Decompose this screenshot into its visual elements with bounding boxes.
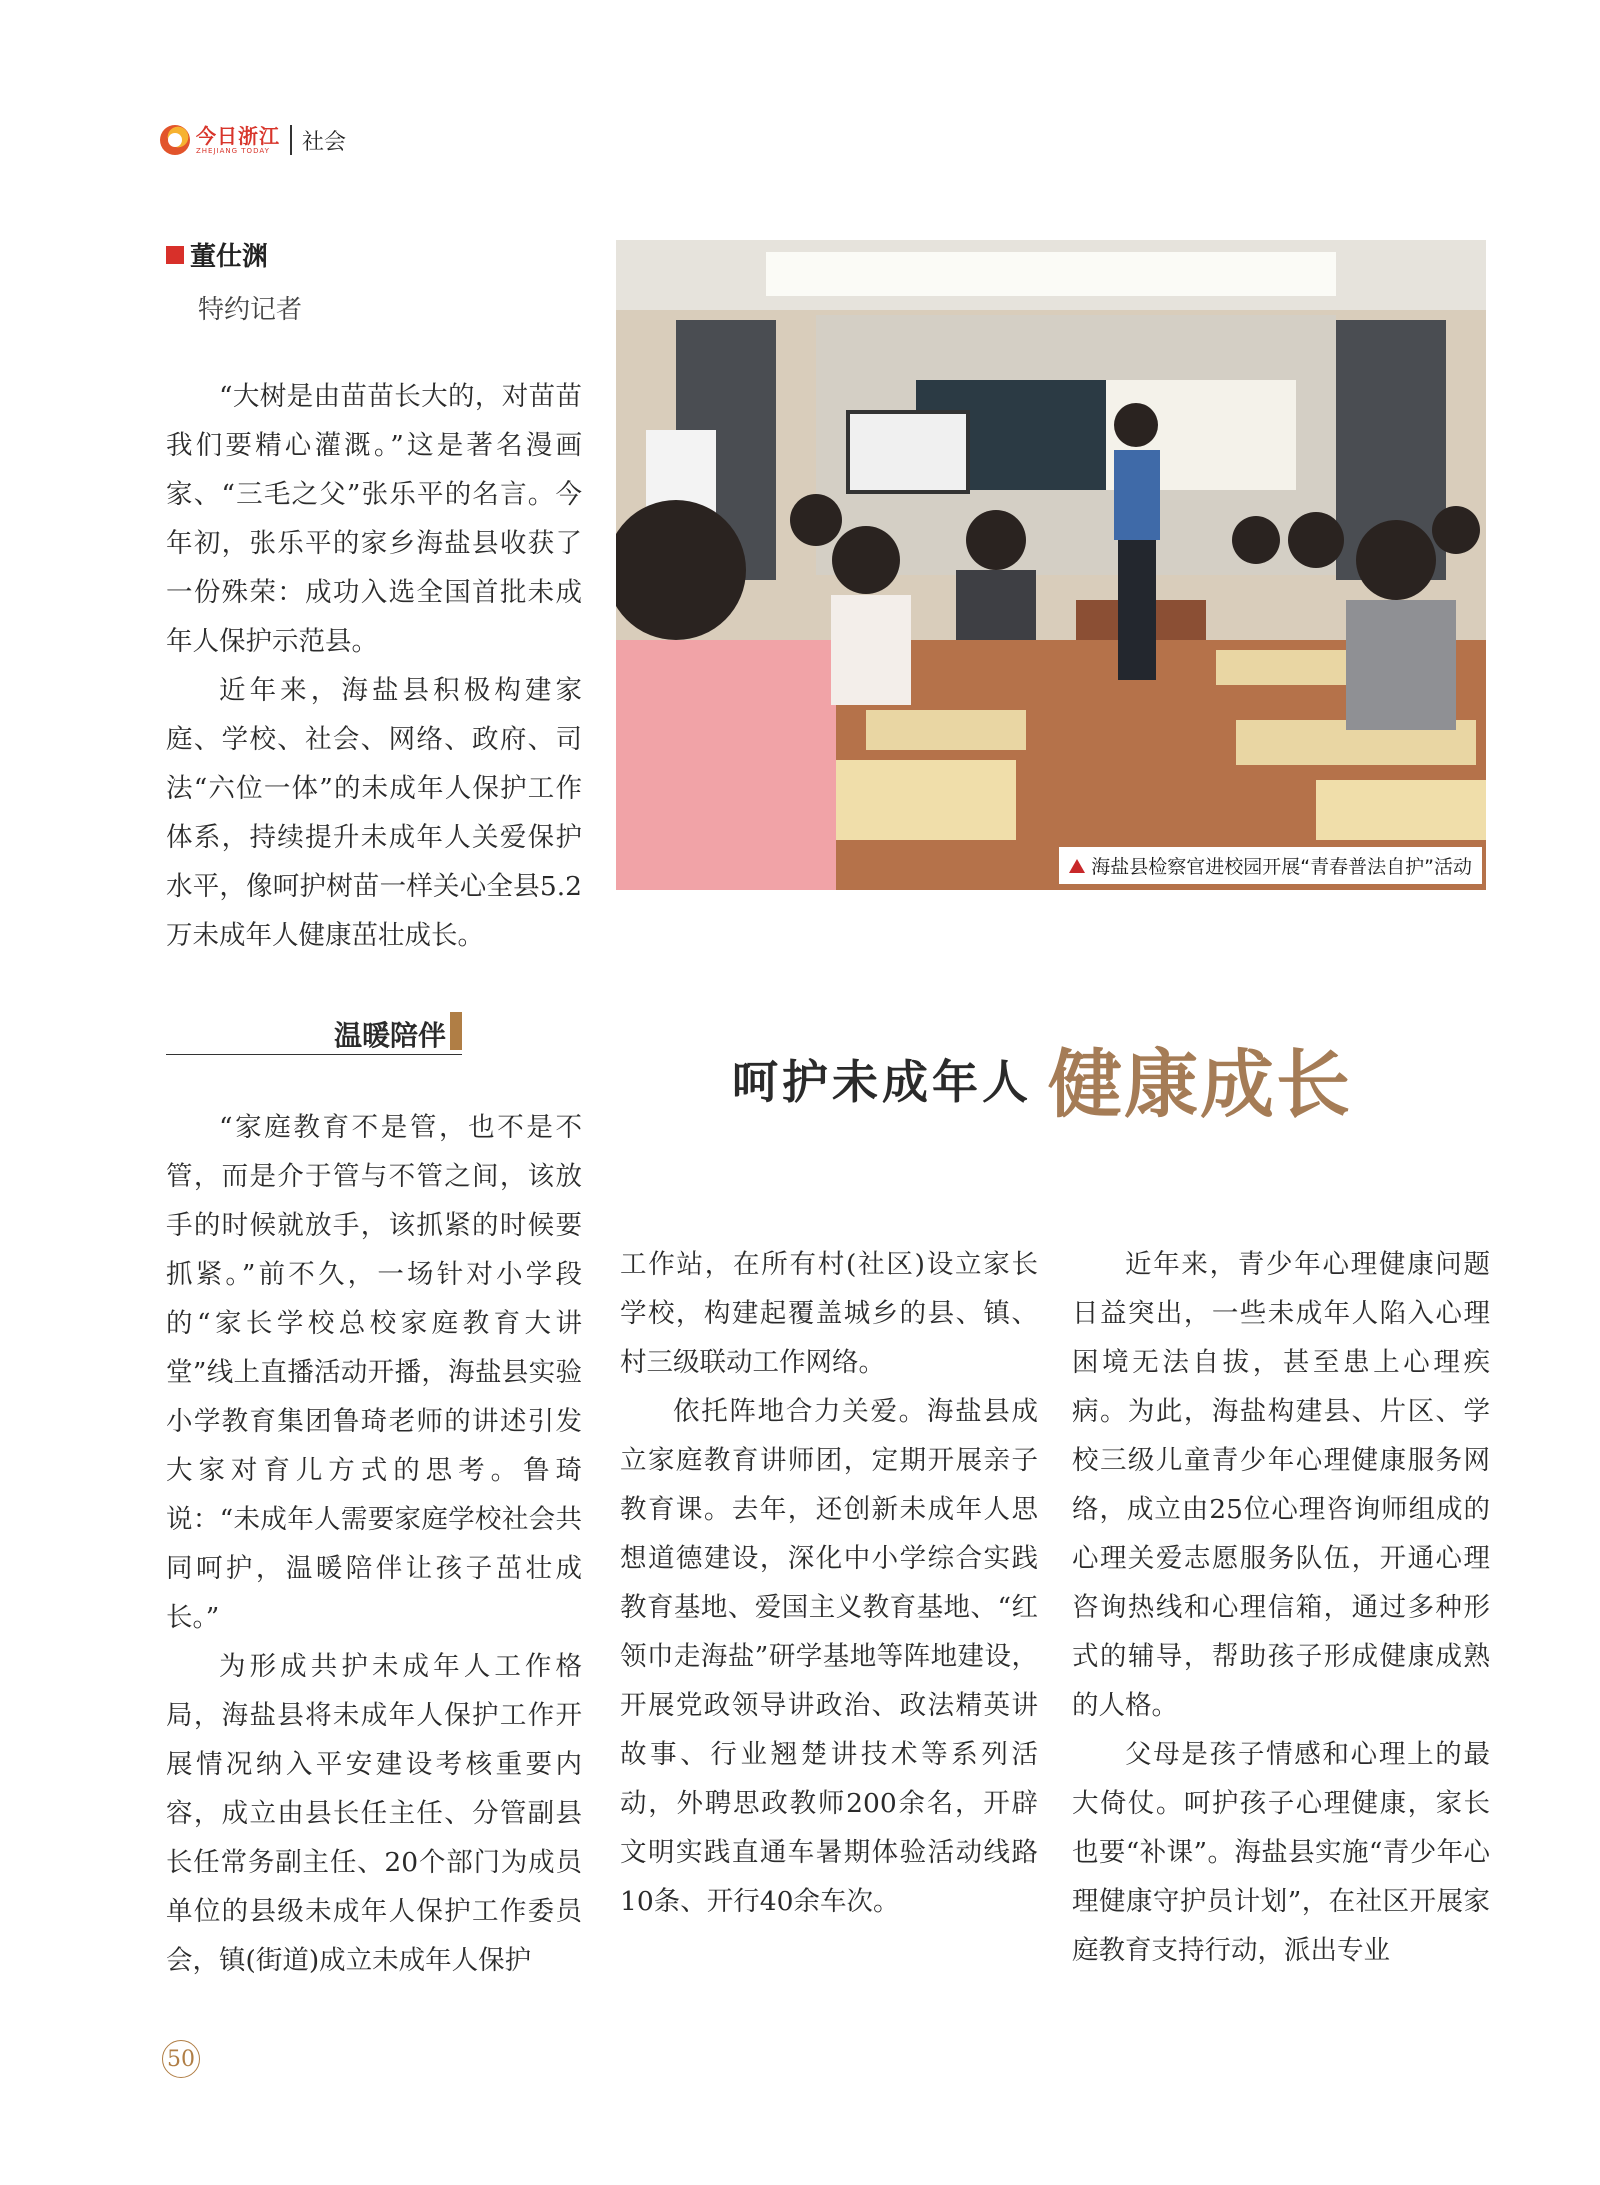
title-part-1: 呵护未成年人	[732, 1055, 1032, 1109]
author-role: 特约记者	[198, 295, 303, 325]
middle-column	[620, 1240, 1038, 1926]
byline	[166, 236, 302, 326]
right-column	[1072, 1240, 1490, 1975]
subheading-bar	[450, 1012, 462, 1050]
section-name: 社会	[302, 129, 347, 155]
subheading	[166, 1008, 462, 1055]
header-divider	[290, 125, 292, 155]
photo-caption	[1059, 847, 1482, 884]
logo-subtitle: ZHEJIANG TODAY	[196, 146, 270, 155]
classroom-photo	[616, 240, 1486, 890]
logo	[196, 123, 280, 155]
title-part-2: 健康成长	[1048, 1042, 1352, 1128]
subheading-text: 温暖陪伴	[333, 1019, 446, 1052]
logo-title: 今日浙江	[196, 123, 280, 148]
paragraph: 依托阵地合力关爱。海盐县成立家庭教育讲师团，定期开展亲子教育课。去年，还创新未成年人思想道德建设，深化中小学综合实践教育基地、爱国主义教育基地、“红领巾走海盐”研学基地等阵地建设，开展党政领导讲政治、政法精英讲故事、行业翘楚讲技术等系列活动，外聘思政教师200余名，开辟文明实践直通车暑期体验活动线路10条、开行40余车次。	[620, 1396, 1038, 1917]
byline-marker	[166, 246, 184, 264]
paragraph: “大树是由苗苗长大的，对苗苗我们要精心灌溉。”这是著名漫画家、“三毛之父”张乐平的名言。今年初，张乐平的家乡海盐县收获了一份殊荣：成功入选全国首批未成年人保护示范县。	[166, 381, 582, 657]
caption-text: 海盐县检察官进校园开展“青春普法自护”活动	[1091, 856, 1472, 878]
article-title	[732, 1026, 1352, 1132]
paragraph: 近年来，青少年心理健康问题日益突出，一些未成年人陷入心理困境无法自拔，甚至患上心理疾病。为此，海盐构建县、片区、学校三级儿童青少年心理健康服务网络，成立由25位心理咨询师组成的心理关爱志愿服务队伍，开通心理咨询热线和心理信箱，通过多种形式的辅导，帮助孩子形成健康成熟的人格。	[1072, 1249, 1490, 1721]
paragraph: 近年来，海盐县积极构建家庭、学校、社会、网络、政府、司法“六位一体”的未成年人保护工作体系，持续提升未成年人关爱保护水平，像呵护树苗一样关心全县5.2万未成年人健康茁壮成长。	[166, 675, 582, 951]
masthead	[160, 120, 346, 160]
caption-triangle-icon	[1069, 859, 1085, 873]
left-column	[166, 1103, 582, 1985]
classroom-scene-image	[616, 240, 1486, 890]
paragraph: “家庭教育不是管，也不是不管，而是介于管与不管之间，该放手的时候就放手，该抓紧的时候要抓紧。”前不久，一场针对小学段的“家长学校总校家庭教育大讲堂”线上直播活动开播，海盐县实验小学教育集团鲁琦老师的讲述引发大家对育儿方式的思考。鲁琦说：“未成年人需要家庭学校社会共同呵护，温暖陪伴让孩子茁壮成长。”	[166, 1112, 582, 1633]
paragraph: 工作站，在所有村(社区)设立家长学校，构建起覆盖城乡的县、镇、村三级联动工作网络。	[620, 1249, 1038, 1378]
logo-icon	[160, 125, 190, 155]
author-name: 董仕渊	[190, 242, 269, 272]
paragraph: 为形成共护未成年人工作格局，海盐县将未成年人保护工作开展情况纳入平安建设考核重要内容，成立由县长任主任、分管副县长任常务副主任、20个部门为成员单位的县级未成年人保护工作委员会，镇(街道)成立未成年人保护	[166, 1651, 582, 1976]
intro-column	[166, 372, 582, 960]
paragraph: 父母是孩子情感和心理上的最大倚仗。呵护孩子心理健康，家长也要“补课”。海盐县实施“青少年心理健康守护员计划”，在社区开展家庭教育支持行动，派出专业	[1072, 1739, 1490, 1966]
page-number: 50	[162, 2040, 200, 2078]
